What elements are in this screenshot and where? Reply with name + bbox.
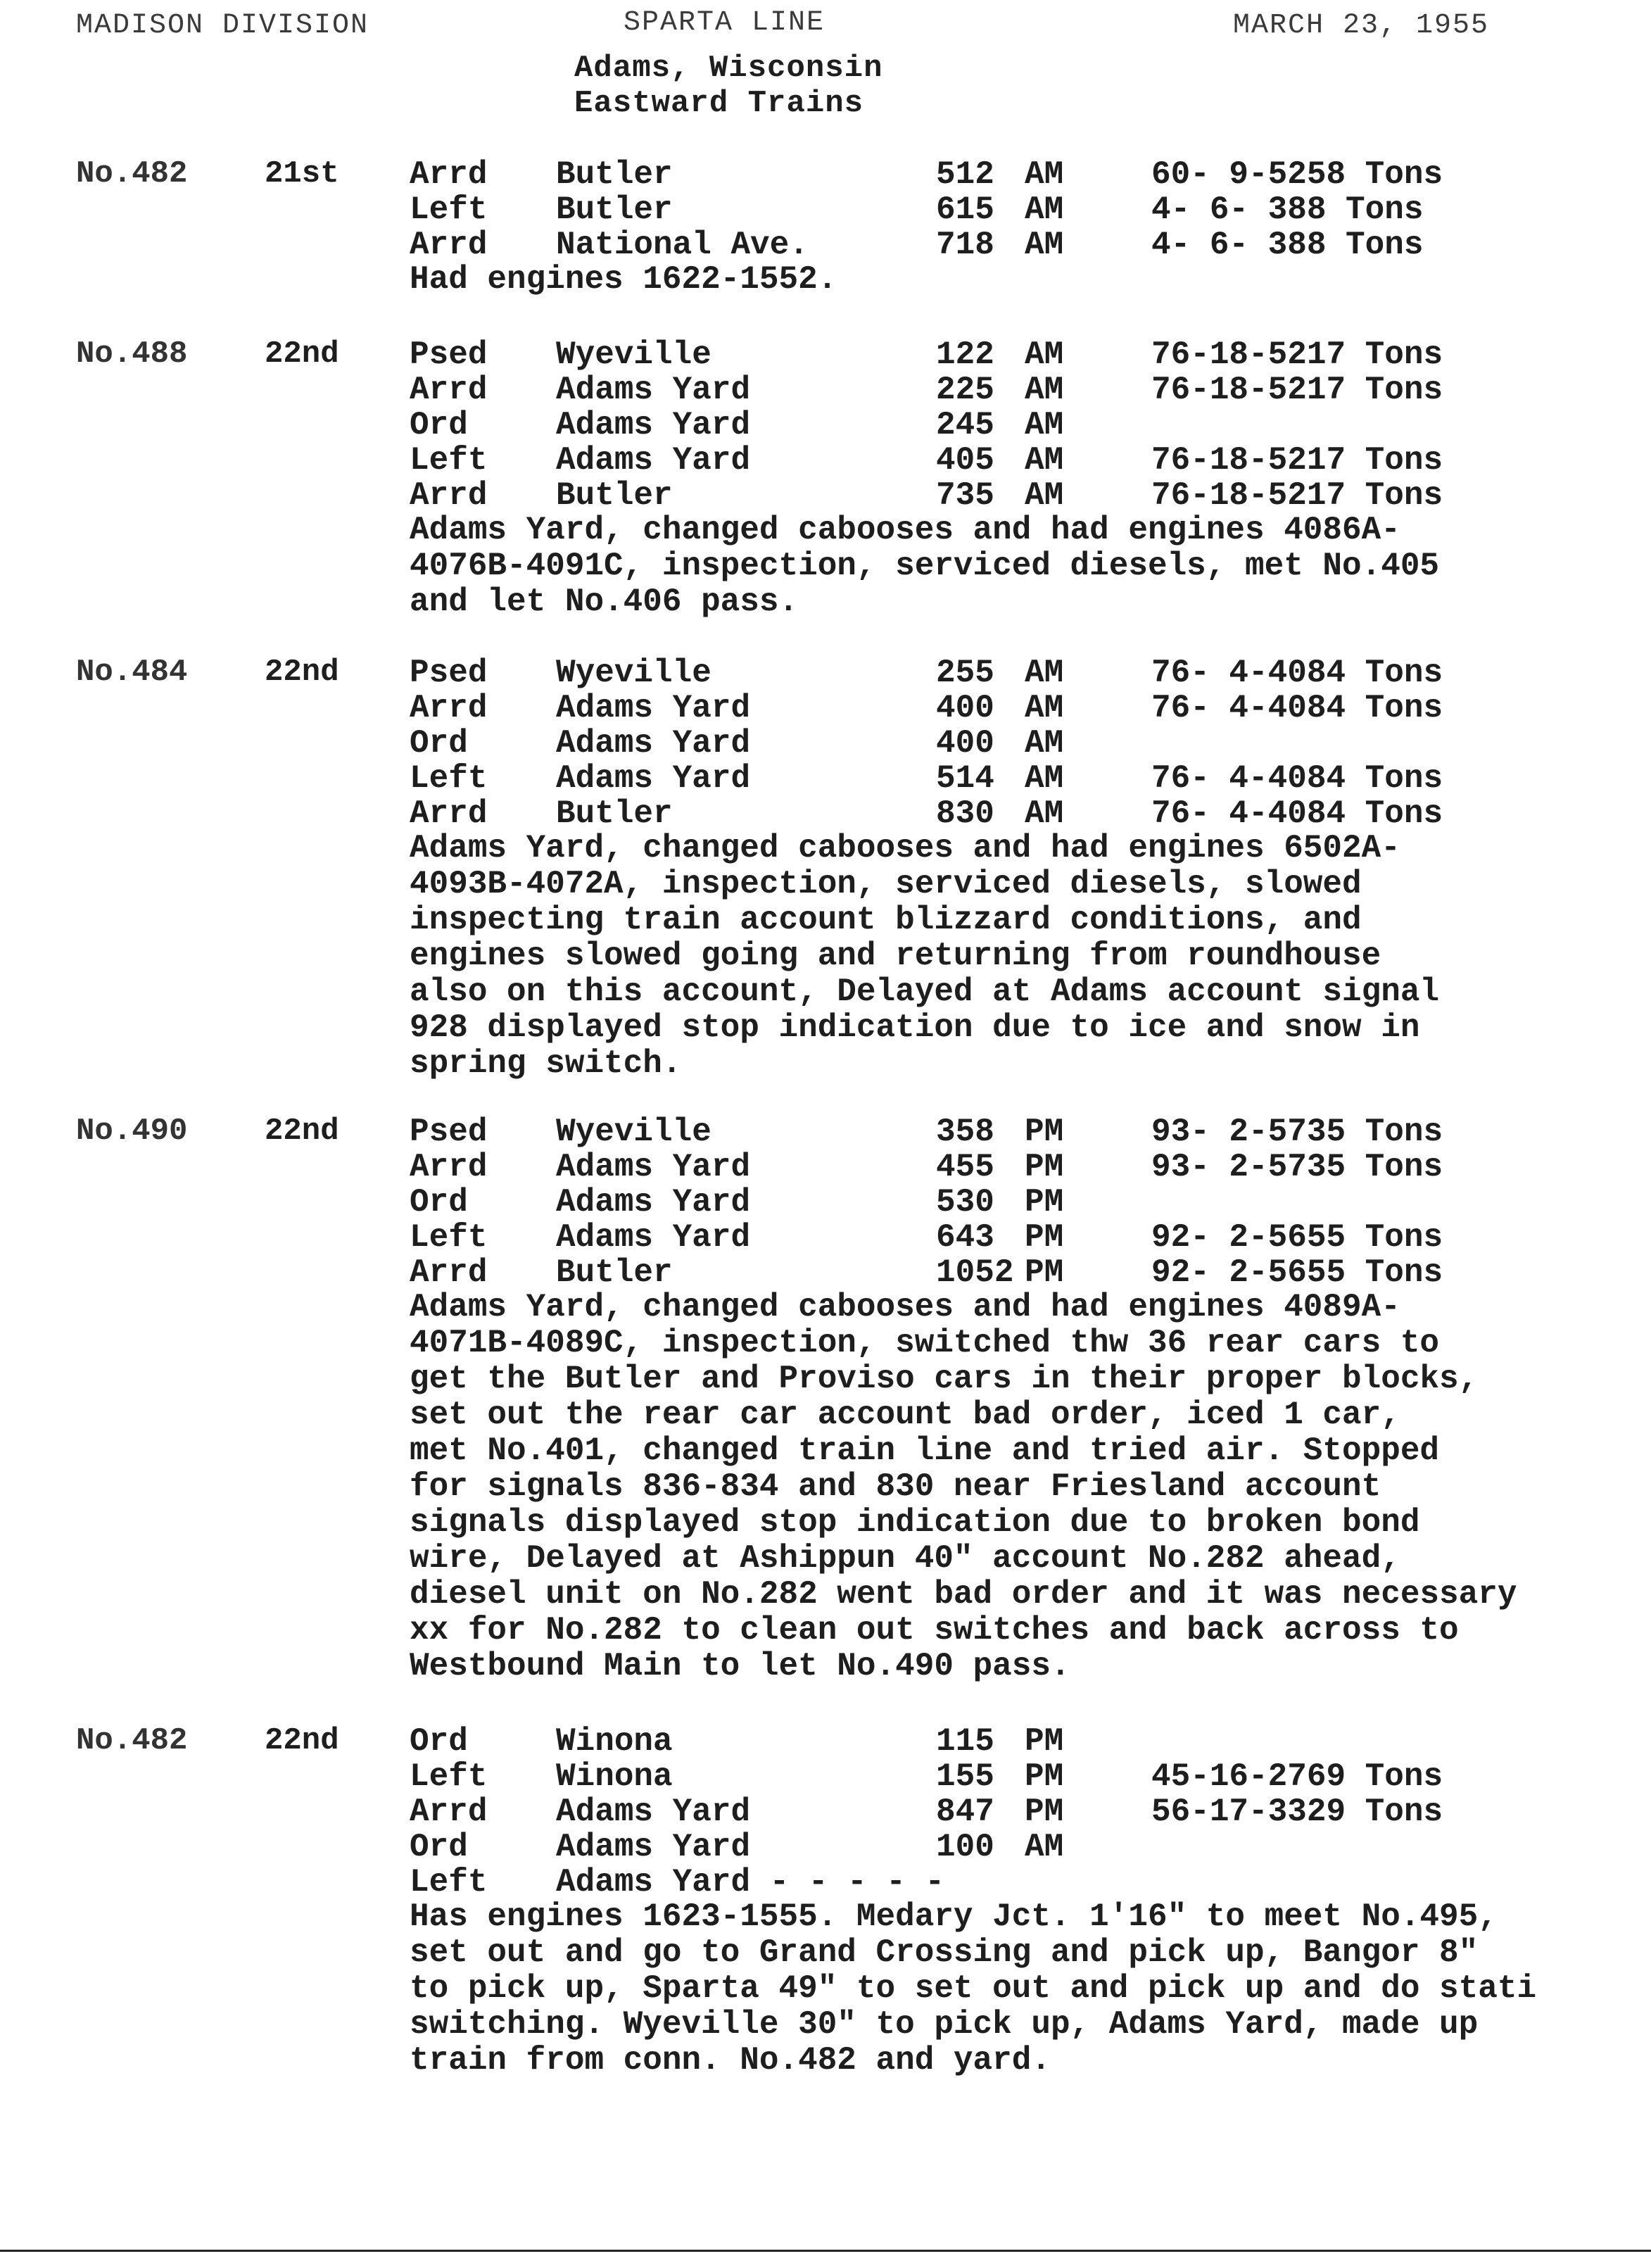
movement-time: 847: [936, 1794, 994, 1830]
movement-action: Left: [410, 1758, 488, 1795]
movement-location: Wyeville: [556, 655, 711, 691]
movement-action: Psed: [410, 655, 488, 691]
movement-ampm: PM: [1025, 1758, 1064, 1795]
movement-tonnage: 4- 6- 388 Tons: [1151, 227, 1424, 263]
movement-action: Arrd: [410, 156, 488, 193]
train-note-line: 4093B-4072A, inspection, serviced diesels, slowed: [410, 866, 1362, 902]
movement-row: [0, 156, 1651, 191]
movement-ampm: PM: [1025, 1723, 1064, 1760]
train-note-line: engines slowed going and returning from roundhouse: [410, 938, 1381, 974]
movement-location: Winona: [556, 1758, 673, 1795]
movement-row: [0, 407, 1651, 442]
movement-row: [0, 372, 1651, 407]
movement-action: Arrd: [410, 1254, 488, 1291]
location-header: Adams, Wisconsin: [574, 51, 883, 86]
movement-action: Arrd: [410, 795, 488, 832]
movement-ampm: PM: [1025, 1794, 1064, 1830]
movement-ampm: AM: [1025, 795, 1064, 832]
train-note-line: train from conn. No.482 and yard.: [410, 2042, 1051, 2079]
movement-location: Adams Yard: [556, 690, 751, 726]
movement-ampm: PM: [1025, 1149, 1064, 1185]
movement-action: Ord: [410, 1829, 468, 1865]
movement-ampm: PM: [1025, 1219, 1064, 1256]
movement-action: Left: [410, 191, 488, 228]
movement-location: Butler: [556, 477, 673, 514]
train-note-line: wire, Delayed at Ashippun 40" account No.282 ahead,: [410, 1540, 1400, 1577]
movement-location: Adams Yard: [556, 1149, 751, 1185]
train-note-line: Westbound Main to let No.490 pass.: [410, 1648, 1070, 1684]
movement-location: Butler: [556, 191, 673, 228]
movement-row: [0, 1794, 1651, 1829]
movement-tonnage: 76-18-5217 Tons: [1151, 372, 1443, 408]
train-note-line: 4076B-4091C, inspection, serviced diesels, met No.405: [410, 548, 1440, 584]
train-note-line: Has engines 1623-1555. Medary Jct. 1'16" to meet No.495,: [410, 1898, 1498, 1935]
train-day: 22nd: [265, 655, 339, 690]
train-number: No.482: [76, 156, 188, 191]
movement-time: 100: [936, 1829, 994, 1865]
train-number: No.490: [76, 1114, 188, 1149]
movement-tonnage: 76-18-5217 Tons: [1151, 477, 1443, 514]
movement-location: National Ave.: [556, 227, 809, 263]
movement-location: Butler: [556, 795, 673, 832]
movement-time: 155: [936, 1758, 994, 1795]
train-note-line: spring switch.: [410, 1045, 682, 1082]
movement-tonnage: 60- 9-5258 Tons: [1151, 156, 1443, 193]
movement-action: Arrd: [410, 1149, 488, 1185]
movement-ampm: AM: [1025, 1829, 1064, 1865]
movement-tonnage: 76- 4-4084 Tons: [1151, 760, 1443, 797]
movement-location: Wyeville: [556, 1114, 711, 1150]
train-number: No.488: [76, 336, 188, 372]
train-note-line: 4071B-4089C, inspection, switched thw 36 rear cars to: [410, 1325, 1440, 1361]
movement-action: Left: [410, 442, 488, 479]
movement-location: Adams Yard: [556, 442, 751, 479]
movement-action: Ord: [410, 1184, 468, 1221]
movement-time: 530: [936, 1184, 994, 1221]
movement-time: 1052: [936, 1254, 1014, 1291]
movement-row: [0, 1254, 1651, 1290]
movement-row: [0, 1149, 1651, 1184]
movement-location: Adams Yard - - - - -: [556, 1864, 945, 1901]
movement-row: [0, 1829, 1651, 1864]
movement-action: Psed: [410, 1114, 488, 1150]
movement-time: 225: [936, 372, 994, 408]
movement-time: 255: [936, 655, 994, 691]
movement-row: [0, 655, 1651, 690]
movement-time: 245: [936, 407, 994, 443]
train-note-line: set out the rear car account bad order, iced 1 car,: [410, 1397, 1400, 1433]
movement-row: [0, 1219, 1651, 1254]
movement-ampm: PM: [1025, 1254, 1064, 1291]
movement-row: [0, 477, 1651, 512]
movement-tonnage: 45-16-2769 Tons: [1151, 1758, 1443, 1795]
train-note-line: xx for No.282 to clean out switches and back across to: [410, 1612, 1459, 1649]
movement-ampm: AM: [1025, 227, 1064, 263]
movement-action: Arrd: [410, 372, 488, 408]
movement-ampm: PM: [1025, 1114, 1064, 1150]
train-note-line: and let No.406 pass.: [410, 584, 799, 620]
movement-action: Arrd: [410, 1794, 488, 1830]
train-note-line: also on this account, Delayed at Adams account signal: [410, 974, 1440, 1010]
movement-action: Ord: [410, 1723, 468, 1760]
movement-tonnage: 4- 6- 388 Tons: [1151, 191, 1424, 228]
movement-location: Adams Yard: [556, 1184, 751, 1221]
movement-time: 615: [936, 191, 994, 228]
train-note-line: inspecting train account blizzard conditions, and: [410, 902, 1362, 938]
movement-row: [0, 795, 1651, 831]
movement-time: 405: [936, 442, 994, 479]
movement-tonnage: 92- 2-5655 Tons: [1151, 1254, 1443, 1291]
movement-row: [0, 442, 1651, 477]
movement-location: Adams Yard: [556, 1829, 751, 1865]
movement-ampm: PM: [1025, 1184, 1064, 1221]
movement-tonnage: 76- 4-4084 Tons: [1151, 795, 1443, 832]
movement-row: [0, 1758, 1651, 1794]
movement-location: Adams Yard: [556, 1794, 751, 1830]
movement-row: [0, 1864, 1651, 1899]
movement-tonnage: 56-17-3329 Tons: [1151, 1794, 1443, 1830]
movement-ampm: AM: [1025, 407, 1064, 443]
train-note-line: switching. Wyeville 30" to pick up, Adams Yard, made up: [410, 2006, 1479, 2043]
movement-time: 718: [936, 227, 994, 263]
movement-row: [0, 227, 1651, 262]
movement-location: Butler: [556, 156, 673, 193]
movement-time: 115: [936, 1723, 994, 1760]
date-header: MARCH 23, 1955: [1233, 10, 1490, 42]
movement-row: [0, 690, 1651, 725]
movement-tonnage: 93- 2-5735 Tons: [1151, 1114, 1443, 1150]
movement-location: Adams Yard: [556, 725, 751, 762]
movement-action: Arrd: [410, 227, 488, 263]
division-header: MADISON DIVISION: [76, 10, 369, 42]
movement-ampm: AM: [1025, 477, 1064, 514]
train-number: No.482: [76, 1723, 188, 1758]
movement-row: [0, 191, 1651, 227]
movement-action: Left: [410, 760, 488, 797]
movement-location: Adams Yard: [556, 760, 751, 797]
train-note-line: Adams Yard, changed cabooses and had engines 4086A-: [410, 512, 1400, 548]
direction-header: Eastward Trains: [574, 86, 864, 121]
train-day: 21st: [265, 156, 339, 191]
movement-action: Ord: [410, 407, 468, 443]
train-note-line: to pick up, Sparta 49" to set out and pick up and do stati: [410, 1970, 1537, 2007]
movement-location: Adams Yard: [556, 1219, 751, 1256]
movement-tonnage: 76-18-5217 Tons: [1151, 442, 1443, 479]
train-note-line: Had engines 1622-1552.: [410, 261, 837, 298]
movement-action: Arrd: [410, 477, 488, 514]
train-number: No.484: [76, 655, 188, 690]
movement-time: 400: [936, 690, 994, 726]
movement-action: Psed: [410, 336, 488, 373]
movement-action: Left: [410, 1219, 488, 1256]
movement-action: Ord: [410, 725, 468, 762]
train-note-line: get the Butler and Proviso cars in their proper blocks,: [410, 1361, 1479, 1397]
train-note-line: for signals 836-834 and 830 near Friesland account: [410, 1468, 1381, 1505]
movement-time: 830: [936, 795, 994, 832]
movement-location: Wyeville: [556, 336, 711, 373]
movement-row: [0, 1114, 1651, 1149]
movement-time: 400: [936, 725, 994, 762]
movement-row: [0, 760, 1651, 795]
movement-action: Arrd: [410, 690, 488, 726]
movement-ampm: AM: [1025, 372, 1064, 408]
movement-ampm: AM: [1025, 655, 1064, 691]
page-bottom-rule: [0, 2250, 1651, 2252]
movement-tonnage: 76- 4-4084 Tons: [1151, 655, 1443, 691]
train-note-line: signals displayed stop indication due to broken bond: [410, 1504, 1420, 1541]
movement-row: [0, 336, 1651, 372]
train-note-line: Adams Yard, changed cabooses and had engines 4089A-: [410, 1289, 1400, 1325]
train-note-line: 928 displayed stop indication due to ice and snow in: [410, 1009, 1420, 1046]
movement-ampm: AM: [1025, 156, 1064, 193]
train-day: 22nd: [265, 336, 339, 372]
movement-ampm: AM: [1025, 336, 1064, 373]
movement-ampm: AM: [1025, 191, 1064, 228]
movement-row: [0, 725, 1651, 760]
movement-row: [0, 1723, 1651, 1758]
movement-time: 358: [936, 1114, 994, 1150]
train-day: 22nd: [265, 1114, 339, 1149]
movement-row: [0, 1184, 1651, 1219]
movement-tonnage: 76- 4-4084 Tons: [1151, 690, 1443, 726]
movement-ampm: AM: [1025, 442, 1064, 479]
movement-action: Left: [410, 1864, 488, 1901]
train-note-line: met No.401, changed train line and tried air. Stopped: [410, 1432, 1440, 1469]
movement-location: Adams Yard: [556, 407, 751, 443]
movement-time: 643: [936, 1219, 994, 1256]
movement-ampm: AM: [1025, 690, 1064, 726]
movement-location: Butler: [556, 1254, 673, 1291]
movement-tonnage: 76-18-5217 Tons: [1151, 336, 1443, 373]
train-note-line: diesel unit on No.282 went bad order and it was necessary: [410, 1576, 1517, 1613]
train-note-line: Adams Yard, changed cabooses and had engines 6502A-: [410, 830, 1400, 867]
movement-time: 735: [936, 477, 994, 514]
movement-ampm: AM: [1025, 760, 1064, 797]
train-note-line: set out and go to Grand Crossing and pick up, Bangor 8": [410, 1934, 1479, 1971]
movement-location: Adams Yard: [556, 372, 751, 408]
movement-time: 514: [936, 760, 994, 797]
movement-tonnage: 93- 2-5735 Tons: [1151, 1149, 1443, 1185]
movement-tonnage: 92- 2-5655 Tons: [1151, 1219, 1443, 1256]
movement-time: 455: [936, 1149, 994, 1185]
movement-ampm: AM: [1025, 725, 1064, 762]
train-day: 22nd: [265, 1723, 339, 1758]
movement-location: Winona: [556, 1723, 673, 1760]
movement-time: 512: [936, 156, 994, 193]
movement-time: 122: [936, 336, 994, 373]
line-header: SPARTA LINE: [624, 7, 826, 39]
